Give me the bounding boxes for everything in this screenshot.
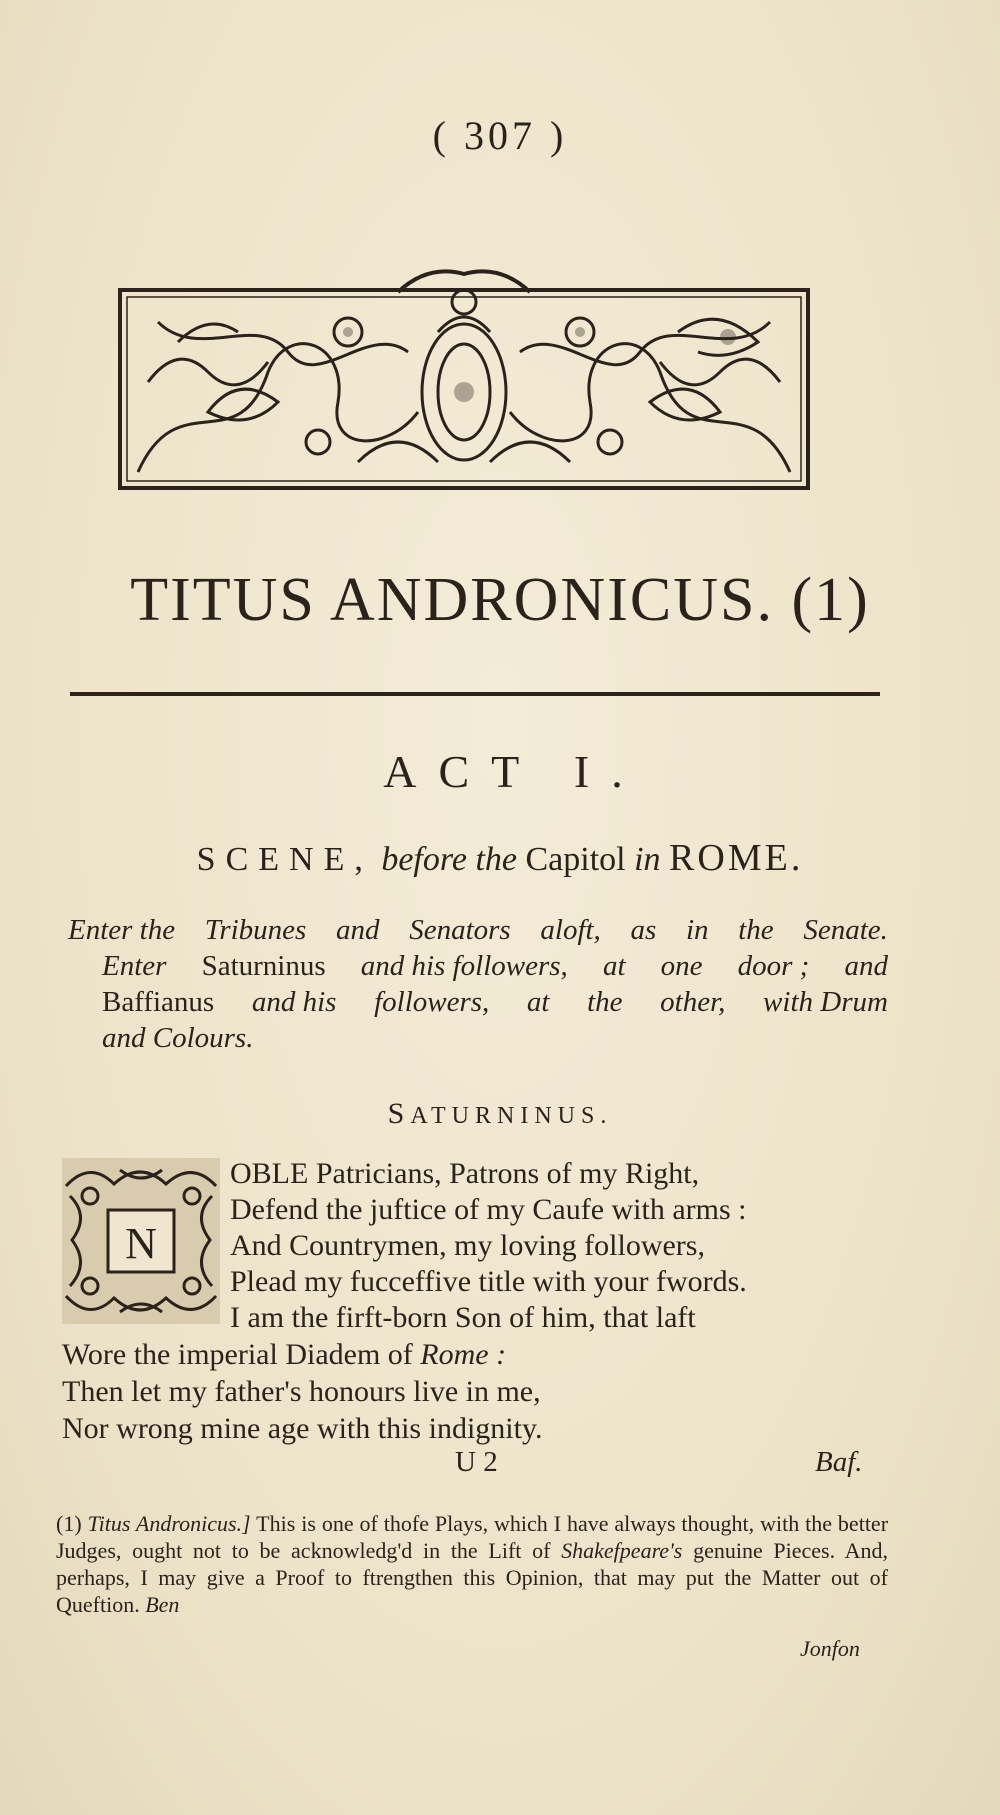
scene-label: SCENE, (196, 841, 373, 878)
footnote-text: This is one of thofe Plays, which I have always thought, with the better Judges, ought not to be acknowledg'd in the Lift of (56, 1511, 889, 1563)
sd-word: and (336, 914, 380, 946)
verse-line: Plead my fucceffive title with your fwords. (230, 1265, 747, 1298)
sd-word: Senators (409, 914, 511, 946)
sd-word: and his followers, (360, 950, 568, 982)
sd-word: Enter the (68, 914, 176, 946)
stage-direction-line-1 (68, 912, 888, 948)
footnote-text: genuine Pieces. And, perhaps, I may give a Proof to ftrengthen this Opinion, that may put the Matter out of Queftion. (56, 1538, 888, 1617)
footnote-catchword: Jonfon (800, 1636, 860, 1661)
sd-word: the (587, 986, 623, 1018)
stage-direction-line-2 (68, 948, 888, 984)
drop-cap-letter: N (125, 1219, 157, 1268)
sd-word: other, (660, 986, 726, 1018)
signature-mark: U 2 (455, 1446, 498, 1478)
sd-word: aloft, (540, 914, 601, 946)
verse-full (62, 1336, 862, 1447)
sd-word: in (685, 914, 709, 946)
verse-line: I am the firft-born Son of him, that laft (230, 1301, 696, 1334)
verse-line: Nor wrong mine age with this indignity. (62, 1412, 543, 1445)
title-rule (70, 690, 880, 698)
sd-word: Senate. (803, 914, 888, 946)
sd-word: at (602, 950, 626, 982)
stage-direction (68, 912, 888, 1056)
speaker-rest: ATURNINUS. (410, 1103, 613, 1129)
speaker-name (0, 1097, 1000, 1131)
sd-word: with Drum (763, 986, 888, 1018)
page-number: ( 307 ) (432, 113, 568, 158)
sd-word: and (844, 950, 888, 982)
sd-word: Tribunes (204, 914, 307, 946)
sd-word: one (660, 950, 703, 982)
sd-character-name: Baffianus (102, 986, 215, 1018)
speaker-initial: S (387, 1097, 411, 1130)
scene-city: ROME. (669, 837, 804, 879)
sd-word: as (630, 914, 657, 946)
footnote-author: Shakefpeare's (561, 1538, 683, 1563)
sd-character-name: Saturninus (201, 950, 326, 982)
sd-word: the (738, 914, 774, 946)
catchword: Baf. (815, 1446, 863, 1478)
scene-in: in (634, 841, 661, 878)
sd-word: Enter (102, 950, 167, 982)
scene-heading (0, 836, 1000, 880)
footnote-end: Ben (145, 1592, 180, 1617)
footnote (56, 1510, 888, 1618)
footnote-number: (1) (56, 1511, 82, 1536)
verse-indented (230, 1156, 890, 1336)
stage-direction-line-4 (68, 1020, 888, 1056)
footnote-ref: Titus Andronicus.] (87, 1511, 251, 1536)
sd-word: at (526, 986, 550, 1018)
scene-capitol: Capitol (525, 841, 626, 878)
verse-line: And Countrymen, my loving followers, (230, 1229, 705, 1262)
play-title: TITUS ANDRONICUS. (1) (130, 566, 870, 634)
ornamental-headpiece (118, 262, 810, 492)
verse-line: Defend the juftice of my Caufe with arms : (230, 1193, 747, 1226)
verse-place: Rome : (420, 1338, 507, 1371)
verse-text: Wore the imperial Diadem of (62, 1338, 413, 1371)
verse-line (62, 1336, 862, 1373)
verse-line: OBLE Patricians, Patrons of my Right, (230, 1157, 700, 1190)
scene-before: before the (381, 841, 517, 878)
sd-word: and Colours. (102, 1022, 254, 1054)
sd-word: followers, (374, 986, 490, 1018)
verse-line: Then let my father's honours live in me, (62, 1375, 541, 1408)
act-heading: ACT I. (383, 746, 645, 797)
sd-word: door ; (737, 950, 810, 982)
ornamental-drop-cap (60, 1156, 222, 1326)
sd-word: and his (251, 986, 337, 1018)
stage-direction-line-3 (68, 984, 888, 1020)
